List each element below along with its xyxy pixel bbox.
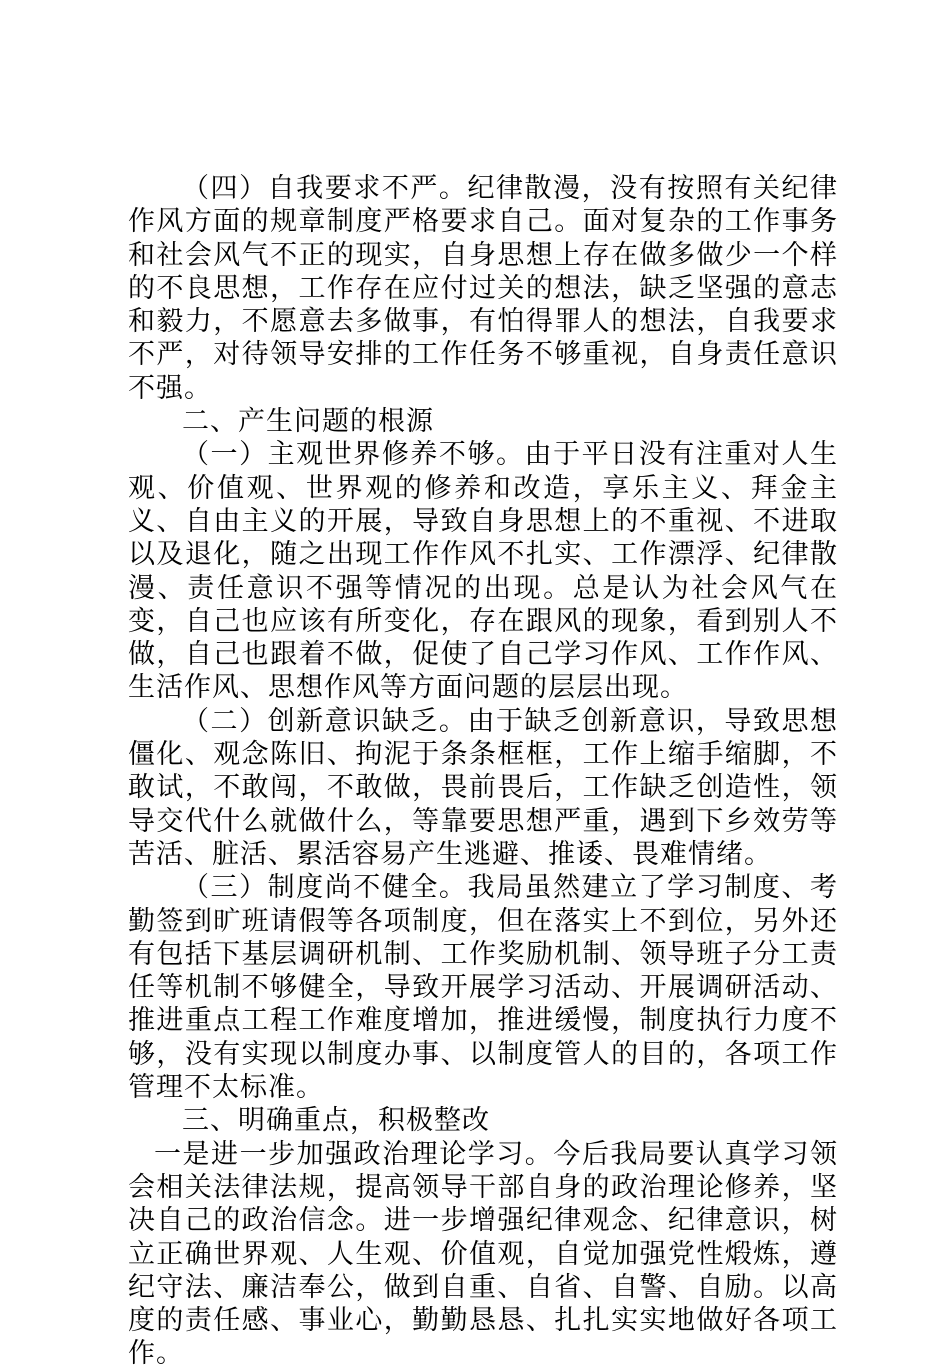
paragraph-innovation-lacking: （二）创新意识缺乏。由于缺乏创新意识，导致思想僵化、观念陈旧、拘泥于条条框框，工作上缩手缩脚，不敢试，不敢闯，不敢做，畏前畏后，工作缺乏创造性，领导交代什么就做什么，等靠要思想严重，遇到下乡效劳等苦活、脏活、累活容易产生逃避、推诿、畏难情绪。: [128, 705, 838, 870]
paragraph-political-study: 一是进一步加强政治理论学习。今后我局要认真学习领会相关法律法规，提高领导干部自身的政治理论修养，坚决自己的政治信念。进一步增强纪律观念、纪律意识，树立正确世界观、人生观、价值观，自觉加强党性煅炼，遵纪守法、廉洁奉公，做到自重、自省、自警、自励。以高度的责任感、事业心，勤勤恳恳、扎扎实实地做好各项工作。: [128, 1138, 838, 1370]
paragraph-system-incomplete: （三）制度尚不健全。我局虽然建立了学习制度、考勤签到旷班请假等各项制度，但在落实上不到位，另外还有包括下基层调研机制、工作奖励机制、领导班子分工责任等机制不够健全，导致开展学习活动、开展调研活动、推进重点工程工作难度增加，推进缓慢，制度执行力度不够，没有实现以制度办事、以制度管人的目的，各项工作管理不太标准。: [128, 872, 838, 1104]
paragraph-subjective-cultivation: （一）主观世界修养不够。由于平日没有注重对人生观、价值观、世界观的修养和改造，享乐主义、拜金主义、自由主义的开展，导致自身思想上的不重视、不进取以及退化，随之出现工作作风不扎实、工作漂浮、纪律散漫、责任意识不强等情况的出现。总是认为社会风气在变，自己也应该有所变化，存在跟风的现象，看到别人不做，自己也跟着不做，促使了自己学习作风、工作作风、生活作风、思想作风等方面问题的层层出现。: [128, 439, 838, 704]
section-heading-rectification: 三、明确重点，积极整改: [182, 1105, 490, 1137]
section-heading-root-causes: 二、产生问题的根源: [182, 406, 434, 438]
paragraph-self-discipline: （四）自我要求不严。纪律散漫，没有按照有关纪律作风方面的规章制度严格要求自己。面对复杂的工作事务和社会风气不正的现实，自身思想上存在做多做少一个样的不良思想，工作存在应付过关的想法，缺乏坚强的意志和毅力，不愿意去多做事，有怕得罪人的想法，自我要求不严，对待领导安排的工作任务不够重视，自身责任意识不强。: [128, 173, 838, 404]
document-body: [128, 172, 838, 1371]
